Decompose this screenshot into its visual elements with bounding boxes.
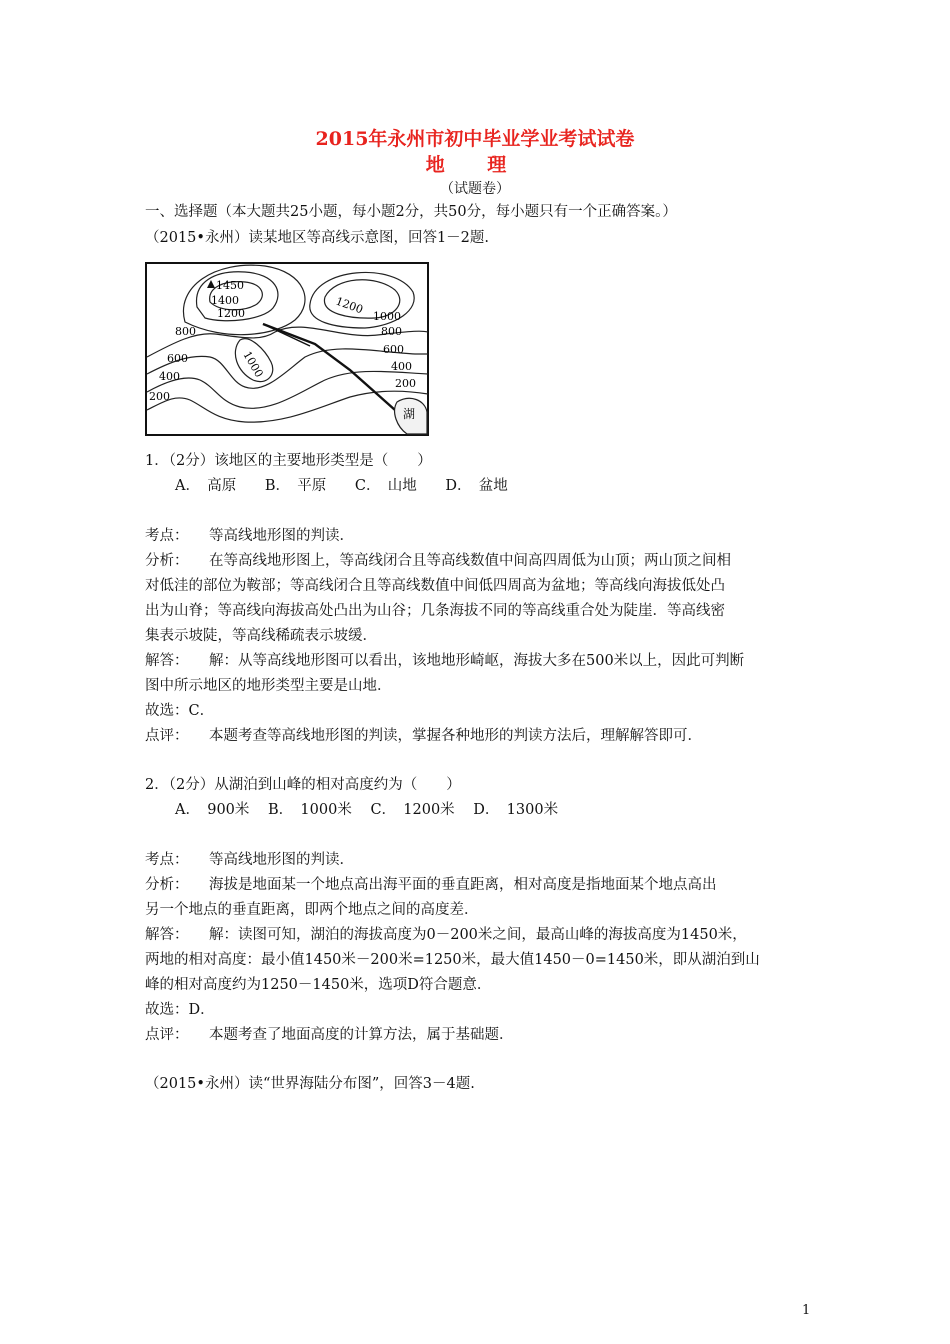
q2-jieda-line2: 两地的相对高度：最小值1450米－200米=1250米，最大值1450－0=1450米，即从湖泊到山 <box>145 952 760 968</box>
q2-dianping <box>145 1025 514 1045</box>
q1-fenxi-line4: 集表示坡陡，等高线稀疏表示坡缓． <box>145 628 377 644</box>
exam-title: 2015年永州市初中毕业学业考试试卷 <box>315 128 635 150</box>
kaodian-text: 等高线地形图的判读． <box>209 852 354 868</box>
contour-label: 400 <box>159 370 180 383</box>
page-number: 1 <box>802 1303 811 1318</box>
question-1-stem: 1．（2分）该地区的主要地形类型是（ ） <box>145 453 432 469</box>
contour-label: 1000 <box>240 349 266 380</box>
option-c: C． 山地 <box>354 478 417 494</box>
q1-answer: 故选：C． <box>145 703 215 719</box>
contour-label: 600 <box>383 343 404 356</box>
fenxi-label: 分析： <box>145 877 189 893</box>
contour-label: 1200 <box>217 307 245 320</box>
section-intro: （2015•永州）读某地区等高线示意图，回答1－2题. <box>145 230 490 246</box>
q2-fenxi <box>145 875 717 895</box>
option-b: B． 1000米 <box>268 802 352 818</box>
contour-label: 1450 <box>216 279 244 292</box>
kaodian-text: 等高线地形图的判读． <box>209 528 354 544</box>
contour-label: 600 <box>167 352 188 365</box>
contour-label: 800 <box>175 325 196 338</box>
fenxi-text: 在等高线地形图上，等高线闭合且等高线数值中间高四周低为山顶；两山顶之间相 <box>209 553 731 569</box>
dianping-label: 点评： <box>145 728 189 744</box>
q2-answer: 故选：D． <box>145 1002 215 1018</box>
option-c: C． 1200米 <box>370 802 455 818</box>
question-1-options <box>175 476 532 496</box>
exam-subject: 地 理 <box>425 154 525 176</box>
contour-label: 200 <box>395 377 416 390</box>
contour-label: 1400 <box>211 294 239 307</box>
dianping-text: 本题考查了地面高度的计算方法，属于基础题． <box>209 1027 514 1043</box>
option-a: A． 高原 <box>175 478 237 494</box>
question-2-options <box>175 800 582 820</box>
q1-fenxi-line3: 出为山脊；等高线向海拔高处凸出为山谷；几条海拔不同的等高线重合处为陡崖．等高线密 <box>145 603 725 619</box>
contour-label: 1000 <box>373 310 401 323</box>
q2-fenxi-line2: 另一个地点的垂直距离，即两个地点之间的高度差． <box>145 902 479 918</box>
q1-dianping <box>145 726 702 746</box>
dianping-label: 点评： <box>145 1027 189 1043</box>
dianping-text: 本题考查等高线地形图的判读，掌握各种地形的判读方法后，理解解答即可． <box>209 728 702 744</box>
contour-label: 1200 <box>333 294 365 317</box>
section-heading: 一、选择题（本大题共25小题，每小题2分，共50分，每小题只有一个正确答案。） <box>145 204 677 220</box>
option-d: D． 盆地 <box>445 478 508 494</box>
q1-kaodian <box>145 526 354 546</box>
contour-label: 800 <box>381 325 402 338</box>
contour-label: 400 <box>391 360 412 373</box>
q1-fenxi <box>145 551 731 571</box>
question-2-stem: 2．（2分）从湖泊到山峰的相对高度约为（ ） <box>145 777 461 793</box>
kaodian-label: 考点： <box>145 852 189 868</box>
kaodian-label: 考点： <box>145 528 189 544</box>
q2-kaodian <box>145 850 354 870</box>
fenxi-text: 海拔是地面某一个地点高出海平面的垂直距离，相对高度是指地面某个地点高出 <box>209 877 717 893</box>
q1-jieda-line2: 图中所示地区的地形类型主要是山地． <box>145 678 392 694</box>
lake-label: 湖 <box>403 407 416 421</box>
fenxi-label: 分析： <box>145 553 189 569</box>
section-intro-2: （2015•永州）读“世界海陆分布图”，回答3－4题. <box>145 1076 475 1092</box>
jieda-text: 解：读图可知，湖泊的海拔高度为0－200米之间，最高山峰的海拔高度为1450米， <box>209 927 747 943</box>
q2-jieda <box>145 925 747 945</box>
q2-jieda-line3: 峰的相对高度约为1250－1450米，选项D符合题意． <box>145 977 492 993</box>
contour-label: 200 <box>149 390 170 403</box>
option-d: D． 1300米 <box>473 802 559 818</box>
exam-note: （试题卷） <box>440 181 510 197</box>
option-b: B． 平原 <box>264 478 327 494</box>
jieda-text: 解：从等高线地形图可以看出，该地地形崎岖，海拔大多在500米以上，因此可判断 <box>209 653 745 669</box>
jieda-label: 解答： <box>145 653 189 669</box>
option-a: A． 900米 <box>175 802 250 818</box>
jieda-label: 解答： <box>145 927 189 943</box>
contour-map <box>145 262 429 436</box>
q1-fenxi-line2: 对低洼的部位为鞍部；等高线闭合且等高线数值中间低四周高为盆地；等高线向海拔低处凸 <box>145 578 725 594</box>
q1-jieda <box>145 651 744 671</box>
